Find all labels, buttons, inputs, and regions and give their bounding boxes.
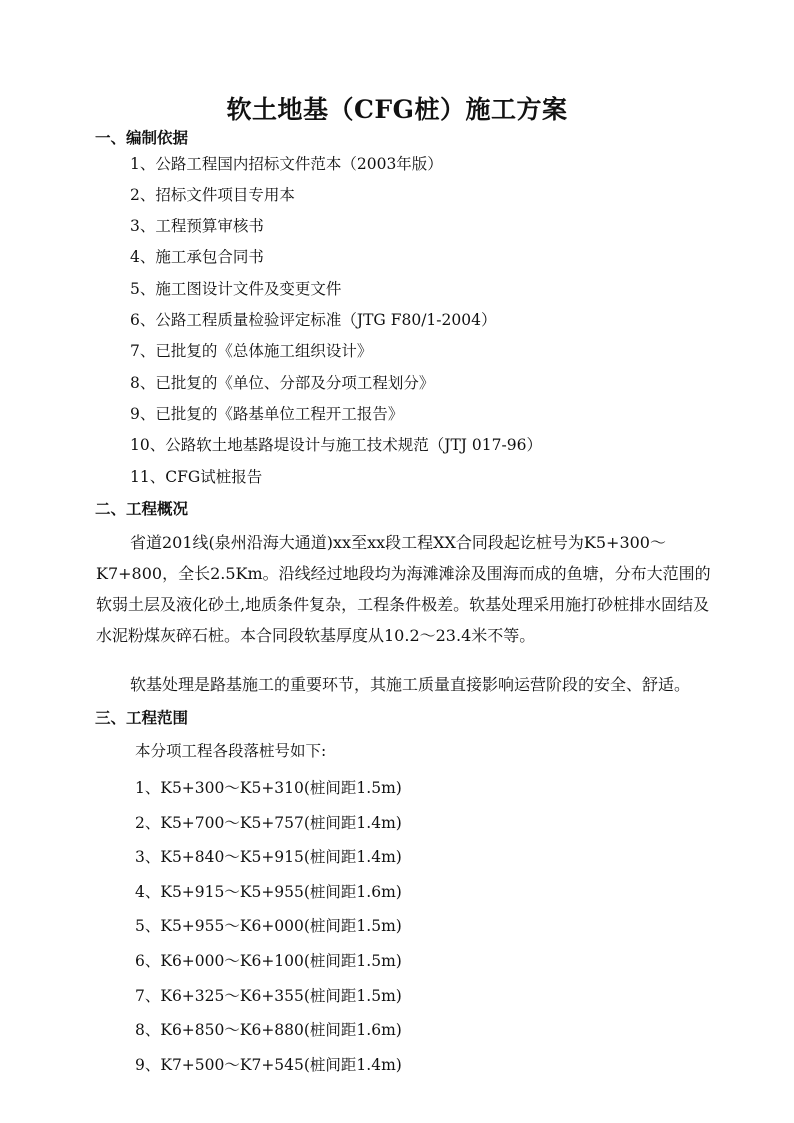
overview-paragraph bbox=[96, 527, 718, 651]
document-title: 软土地基（CFG桩）施工方案 bbox=[226, 95, 568, 124]
overview-paragraph-2: 软基处理是路基施工的重要环节，其施工质量直接影响运营阶段的安全、舒适。 bbox=[130, 675, 691, 694]
list-item: 11、CFG试桩报告 bbox=[130, 468, 263, 486]
pile-range-item: 5、K5+955～K6+000(桩间距1.5m) bbox=[135, 917, 402, 935]
list-item: 9、已批复的《路基单位工程开工报告》 bbox=[130, 405, 404, 423]
overview-paragraph-text: 省道201线(泉州沿海大通道)xx至xx段工程XX合同段起讫桩号为K5+300～K7+800，全长2.5Km。沿线经过地段均为海滩滩涂及围海而成的鱼塘，分布大范围的软弱土层及液化砂土,地质条件复杂，工程条件极差。软基处理采用施打砂桩排水固结及水泥粉煤灰碎石桩。本合同段软基厚度从10.2～23.4米不等。 bbox=[96, 533, 711, 645]
section-heading-scope: 三、工程范围 bbox=[95, 708, 189, 727]
list-item: 3、工程预算审核书 bbox=[130, 217, 264, 235]
list-item: 8、已批复的《单位、分部及分项工程划分》 bbox=[130, 374, 435, 392]
pile-range-item: 8、K6+850～K6+880(桩间距1.6m) bbox=[135, 1021, 402, 1039]
list-item: 6、公路工程质量检验评定标准（JTG F80/1-2004） bbox=[130, 311, 497, 329]
section-heading-overview: 二、工程概况 bbox=[95, 499, 189, 518]
list-item: 10、公路软土地基路堤设计与施工技术规范（JTJ 017-96） bbox=[130, 436, 542, 454]
scope-intro: 本分项工程各段落桩号如下: bbox=[135, 742, 327, 760]
list-item: 7、已批复的《总体施工组织设计》 bbox=[130, 342, 373, 360]
pile-range-item: 2、K5+700～K5+757(桩间距1.4m) bbox=[135, 814, 402, 832]
pile-range-item: 6、K6+000～K6+100(桩间距1.5m) bbox=[135, 952, 402, 970]
section-heading-basis: 一、编制依据 bbox=[95, 128, 189, 147]
pile-range-item: 9、K7+500～K7+545(桩间距1.4m) bbox=[135, 1056, 402, 1074]
list-item: 1、公路工程国内招标文件范本（2003年版） bbox=[130, 155, 443, 173]
pile-range-item: 4、K5+915～K5+955(桩间距1.6m) bbox=[135, 883, 402, 901]
list-item: 2、招标文件项目专用本 bbox=[130, 186, 295, 204]
list-item: 5、施工图设计文件及变更文件 bbox=[130, 280, 342, 298]
pile-range-item: 3、K5+840～K5+915(桩间距1.4m) bbox=[135, 848, 402, 866]
pile-range-item: 1、K5+300～K5+310(桩间距1.5m) bbox=[135, 779, 402, 797]
list-item: 4、施工承包合同书 bbox=[130, 248, 264, 266]
pile-range-item: 7、K6+325～K6+355(桩间距1.5m) bbox=[135, 987, 402, 1005]
